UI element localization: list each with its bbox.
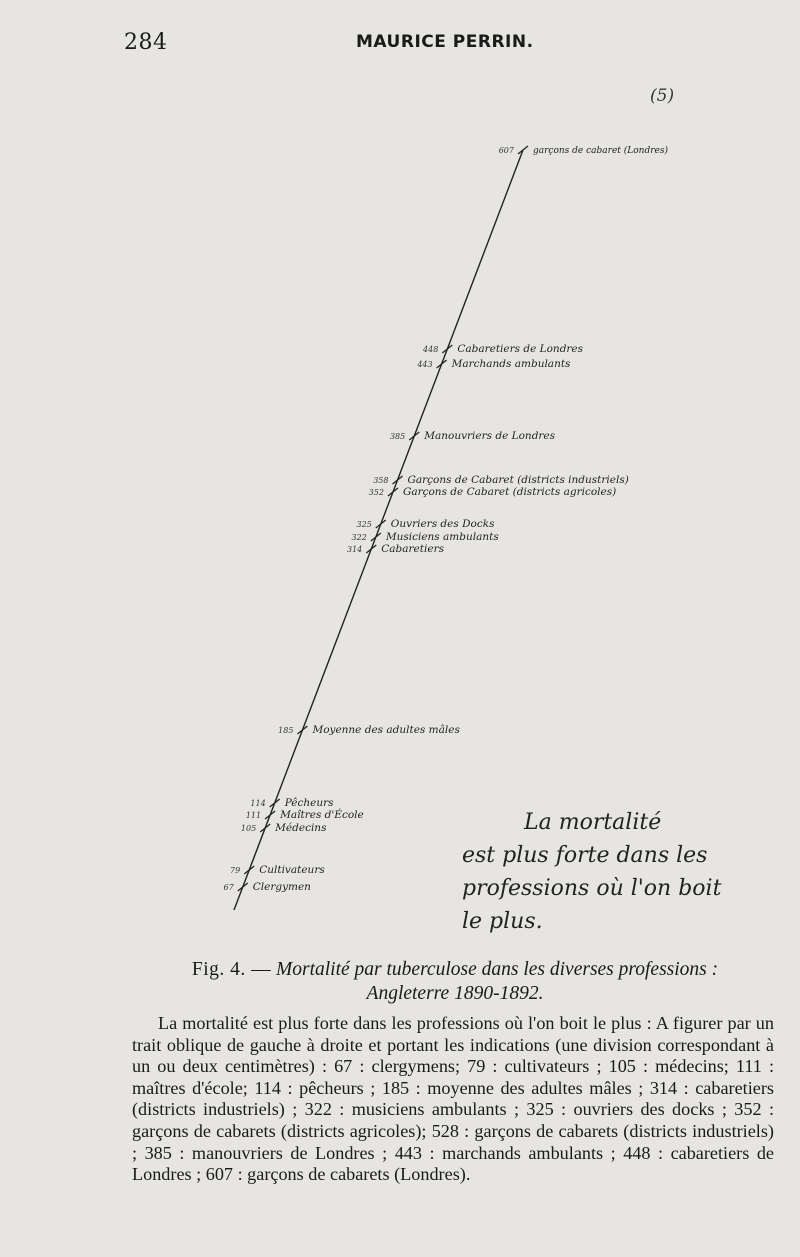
tick-mark — [409, 432, 419, 440]
profession-label: Cabaretiers de Londres — [457, 343, 584, 355]
value-label: 111 — [245, 811, 262, 820]
note-line: est plus forte dans les — [462, 843, 708, 868]
value-label: 358 — [373, 476, 389, 485]
profession-label: Marchands ambulants — [451, 358, 571, 370]
diagram-marks — [224, 145, 669, 893]
profession-label: Ouvriers des Docks — [390, 518, 495, 530]
tick-mark — [297, 726, 307, 734]
profession-label: Cabaretiers — [381, 543, 444, 555]
tick-mark — [376, 520, 386, 528]
tick-mark — [518, 146, 528, 154]
body-text — [132, 1013, 774, 1186]
note-line: professions où l'on boit — [462, 876, 722, 901]
profession-label: Garçons de Cabaret (districts industriels) — [407, 474, 629, 486]
value-label: 79 — [230, 866, 241, 875]
value-label: 67 — [223, 883, 234, 892]
profession-label: Moyenne des adultes mâles — [312, 724, 460, 736]
tick-mark — [270, 799, 280, 807]
tick-mark — [366, 545, 376, 553]
figure-caption — [120, 958, 790, 1006]
profession-label: Maîtres d'École — [280, 809, 364, 821]
value-label: 448 — [423, 345, 439, 354]
running-title: MAURICE PERRIN. — [356, 32, 534, 52]
page-number: 284 — [124, 30, 168, 55]
tick-mark — [388, 488, 398, 496]
value-label: 322 — [351, 533, 367, 542]
profession-label: Garçons de Cabaret (districts agricoles) — [402, 486, 617, 498]
tick-mark — [244, 866, 254, 874]
value-label: 607 — [498, 146, 514, 155]
value-label: 443 — [417, 360, 433, 369]
tick-mark — [442, 345, 452, 353]
figure-label: Fig. 4. — — [191, 959, 272, 980]
profession-label: Manouvriers de Londres — [424, 430, 556, 442]
value-label: 385 — [389, 432, 406, 441]
tick-mark — [238, 883, 248, 891]
handwritten-note — [462, 806, 762, 938]
profession-label: Médecins — [275, 822, 327, 834]
profession-label: Cultivateurs — [259, 864, 325, 876]
value-label: 314 — [346, 545, 363, 554]
caption-title-line2: Angleterre 1890-1892. — [366, 983, 544, 1004]
profession-label: Musiciens ambulants — [385, 531, 499, 543]
note-line: le plus. — [462, 909, 543, 934]
tick-mark — [260, 824, 270, 832]
tick-mark — [265, 811, 275, 819]
tick-mark — [371, 533, 381, 541]
value-label: 352 — [368, 488, 384, 497]
body-paragraph: La mortalité est plus forte dans les professions où l'on boit le plus : A figurer par un trait oblique de gauche à droite et portant les indications (une division correspondant à un ou deux centimètres) : 67 : clergymens; 79 : cultivateurs ; 105 : médecins; 111 : maîtres d'école; 114 : pêcheurs ; 185 : moyenne des adultes mâles ; 314 : cabaretiers (districts industriels) ; 322 : musiciens ambulants ; 325 : ouvriers des docks ; 352 : garçons de cabarets (districts agricoles); 528 : garçons de cabarets (districts industriels) ; 385 : manouvriers de Londres ; 443 : marchands ambulants ; 448 : cabaretiers de Londres ; 607 : garçons de cabarets (Londres). — [132, 1013, 774, 1185]
value-label: 325 — [356, 520, 372, 529]
diagonal-scale-line — [234, 150, 523, 910]
caption-title-line1: Mortalité par tuberculose dans les diverses professions : — [276, 959, 719, 980]
profession-label: Clergymen — [252, 881, 311, 893]
profession-label: garçons de cabaret (Londres) — [533, 146, 668, 156]
tick-mark — [393, 476, 403, 484]
value-label: 185 — [278, 726, 294, 735]
value-label: 105 — [240, 824, 257, 833]
handwritten-page-mark: (5) — [650, 86, 675, 106]
tick-mark — [437, 360, 447, 368]
profession-label: Pêcheurs — [284, 797, 334, 809]
note-line: La mortalité — [524, 810, 662, 835]
value-label: 114 — [250, 799, 266, 808]
